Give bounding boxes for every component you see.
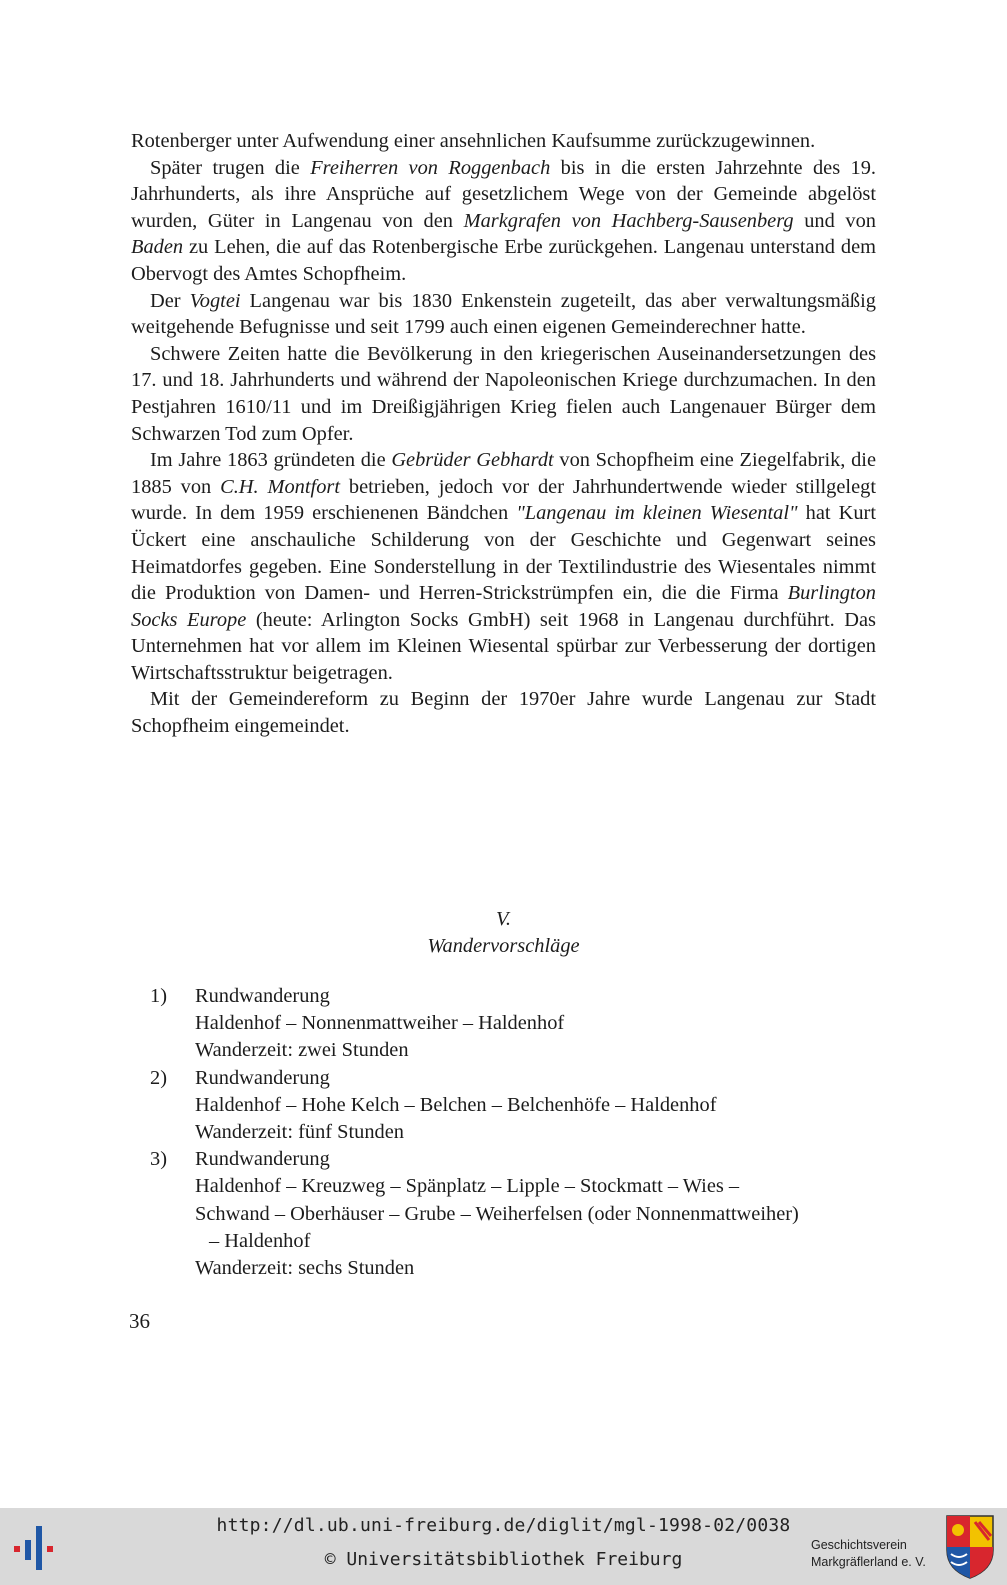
walk-route: Haldenhof – Hohe Kelch – Belchen – Belchenhöfe – Haldenhof bbox=[195, 1093, 717, 1116]
paragraph: Im Jahre 1863 gründeten die Gebrüder Gebhardt von Schopfheim eine Ziegelfabrik, die 1885 von C.H. Montfort betrieben, jedoch vor der Jahrhundertwende wieder stillgelegt wurde. In dem 1959 erschienenen Bändchen "Langenau im kleinen Wiesental" hat Kurt Ückert eine anschauliche Schilderung von der Geschichte und Gegenwart seines Heimatdorfes gegeben. Eine Sonderstellung in der Textilindustrie des Wiesentales nimmt die Produktion von Damen- und Herren-Strickstrümpfen ein, die die Firma Burlington Socks Europe (heute: Arlington Socks GmbH) seit 1968 in Langenau durchführt. Das Unternehmen hat vor allem im Kleinen Wiesental spürbar zur Verbesserung der dortigen Wirtschaftsstruktur beigetragen. bbox=[131, 449, 877, 684]
section-title: Wandervorschläge bbox=[427, 935, 580, 957]
walk-route: Schwand – Oberhäuser – Grube – Weiherfelsen (oder Nonnenmattweiher) bbox=[195, 1202, 799, 1225]
walk-route: Haldenhof – Kreuzweg – Spänplatz – Lipple – Stockmatt – Wies – bbox=[195, 1175, 740, 1198]
paragraph: Rotenberger unter Aufwendung einer ansehnlichen Kaufsumme zurückzugewinnen. bbox=[131, 130, 816, 152]
paragraph: Mit der Gemeindereform zu Beginn der 1970er Jahre wurde Langenau zur Stadt Schopfheim eingemeindet. bbox=[131, 688, 876, 738]
walk-type: Rundwanderung bbox=[195, 985, 330, 1007]
list-item bbox=[150, 983, 880, 1065]
list-item bbox=[150, 1065, 880, 1147]
page-number: 36 bbox=[129, 1309, 150, 1333]
walk-type: Rundwanderung bbox=[195, 1148, 330, 1171]
walk-type: Rundwanderung bbox=[195, 1066, 330, 1089]
walk-route: – Haldenhof bbox=[209, 1229, 311, 1252]
list-item bbox=[150, 1146, 880, 1282]
society-line-1: Geschichtsverein bbox=[811, 1538, 907, 1552]
walk-route: Haldenhof – Nonnenmattweiher – Haldenhof bbox=[195, 1012, 565, 1035]
body-text bbox=[131, 128, 876, 740]
society-line-2: Markgräflerland e. V. bbox=[811, 1555, 926, 1569]
paragraph: Der Vogtei Langenau war bis 1830 Enkenstein zugeteilt, das aber verwaltungsmäßig weitgehende Befugnisse und seit 1799 auch einen eigenen Gemeinderechner hatte. bbox=[131, 289, 876, 339]
walk-number: 3) bbox=[150, 1148, 167, 1171]
coat-of-arms-icon bbox=[945, 1514, 995, 1580]
copyright-text: © Universitätsbibliothek Freiburg bbox=[324, 1549, 683, 1570]
source-url-link[interactable]: http://dl.ub.uni-freiburg.de/diglit/mgl-1998-02/0038 bbox=[216, 1515, 791, 1536]
paragraph: Schwere Zeiten hatte die Bevölkerung in den kriegerischen Auseinandersetzungen des 17. und 18. Jahrhunderts und während der Napoleonischen Kriege durchzumachen. In den Pestjahren 1610/11 und im Dreißigjährigen Krieg fielen auch Langenauer Bürger dem Schwarzen Tod zum Opfer. bbox=[131, 342, 876, 445]
walk-list bbox=[150, 983, 880, 1282]
section-number: V. bbox=[496, 908, 511, 930]
walk-number: 1) bbox=[150, 985, 167, 1007]
walk-number: 2) bbox=[150, 1066, 167, 1089]
paragraph: Später trugen die Freiherren von Roggenbach bis in die ersten Jahrzehnte des 19. Jahrhunderts, als ihre Ansprüche auf gesetzlichem Wege von der Gemeinde abgelöst wurden, Güter in Langenau von den Markgrafen von Hachberg-Sausenberg und von Baden zu Lehen, die auf das Rotenbergische Erbe zurückgehen. Langenau unterstand dem Obervogt des Amtes Schopfheim. bbox=[131, 156, 877, 285]
footer-bar bbox=[0, 1508, 1007, 1585]
society-name bbox=[811, 1537, 943, 1571]
walk-time: Wanderzeit: sechs Stunden bbox=[195, 1257, 415, 1280]
walk-time: Wanderzeit: zwei Stunden bbox=[195, 1039, 409, 1062]
walk-time: Wanderzeit: fünf Stunden bbox=[195, 1121, 404, 1144]
